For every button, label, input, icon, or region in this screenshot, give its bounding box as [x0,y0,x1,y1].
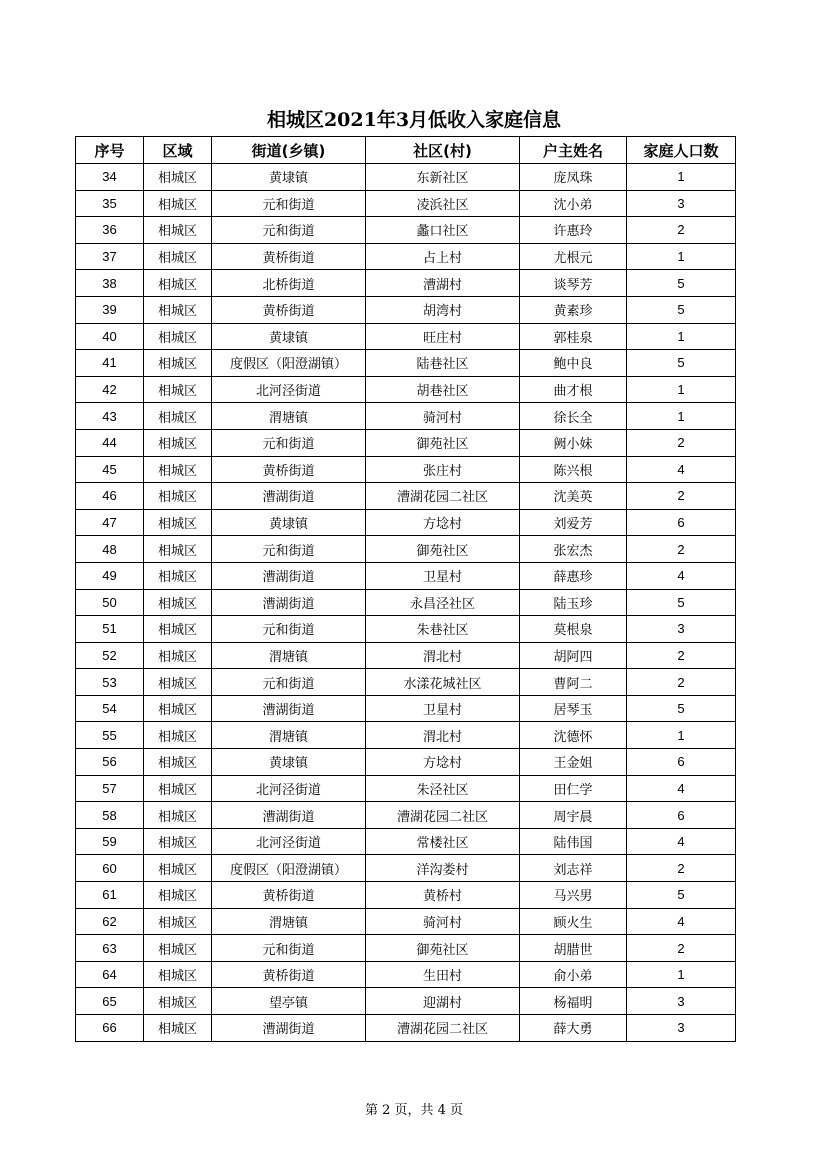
cell-community: 御苑社区 [366,429,520,456]
table-row [76,828,736,855]
table-body [76,164,736,1042]
cell-serial: 43 [76,403,144,430]
table-row [76,270,736,297]
cell-householder: 陈兴根 [520,456,627,483]
cell-family-size: 1 [627,403,736,430]
cell-householder: 沈美英 [520,483,627,510]
cell-serial: 55 [76,722,144,749]
cell-street: 度假区（阳澄湖镇） [212,350,366,377]
cell-family-size: 5 [627,296,736,323]
table-row [76,961,736,988]
cell-serial: 53 [76,669,144,696]
cell-community: 漕湖村 [366,270,520,297]
table-row [76,164,736,191]
table-row [76,749,736,776]
cell-family-size: 1 [627,164,736,191]
table-row [76,429,736,456]
document-title: 相城区2021年3月低收入家庭信息 [266,109,562,131]
cell-community: 常楼社区 [366,828,520,855]
cell-street: 元和街道 [212,935,366,962]
cell-householder: 莫根泉 [520,616,627,643]
table-row [76,988,736,1015]
table-row [76,775,736,802]
cell-community: 占上村 [366,243,520,270]
cell-family-size: 2 [627,217,736,244]
cell-serial: 41 [76,350,144,377]
cell-street: 黄桥街道 [212,882,366,909]
cell-householder: 陆玉珍 [520,589,627,616]
cell-family-size: 2 [627,429,736,456]
cell-serial: 54 [76,695,144,722]
cell-householder: 谈琴芳 [520,270,627,297]
cell-serial: 49 [76,562,144,589]
cell-district: 相城区 [144,456,212,483]
cell-district: 相城区 [144,429,212,456]
cell-householder: 田仁学 [520,775,627,802]
cell-street: 元和街道 [212,190,366,217]
cell-district: 相城区 [144,908,212,935]
cell-street: 黄桥街道 [212,961,366,988]
cell-family-size: 5 [627,270,736,297]
table-row [76,350,736,377]
page-footer: 第 2 页，共 4 页 [364,1103,464,1118]
cell-householder: 薛惠珍 [520,562,627,589]
cell-family-size: 2 [627,669,736,696]
table-row [76,855,736,882]
cell-district: 相城区 [144,190,212,217]
cell-serial: 56 [76,749,144,776]
table-row [76,217,736,244]
cell-street: 元和街道 [212,536,366,563]
cell-street: 望亭镇 [212,988,366,1015]
cell-community: 漕湖花园二社区 [366,483,520,510]
cell-district: 相城区 [144,988,212,1015]
cell-community: 胡巷社区 [366,376,520,403]
cell-family-size: 6 [627,802,736,829]
cell-community: 旺庄村 [366,323,520,350]
table-row [76,403,736,430]
table-row [76,935,736,962]
cell-community: 方埝村 [366,509,520,536]
cell-family-size: 1 [627,376,736,403]
cell-householder: 俞小弟 [520,961,627,988]
cell-street: 黄桥街道 [212,243,366,270]
cell-serial: 42 [76,376,144,403]
table-row [76,536,736,563]
cell-serial: 57 [76,775,144,802]
table-row [76,562,736,589]
cell-district: 相城区 [144,376,212,403]
table-row [76,616,736,643]
cell-street: 元和街道 [212,217,366,244]
table-row [76,483,736,510]
table-row [76,722,736,749]
cell-district: 相城区 [144,589,212,616]
cell-serial: 64 [76,961,144,988]
cell-district: 相城区 [144,855,212,882]
cell-district: 相城区 [144,616,212,643]
column-header-householder: 户主姓名 [520,137,627,164]
cell-district: 相城区 [144,323,212,350]
cell-householder: 王金姐 [520,749,627,776]
cell-householder: 黄素珍 [520,296,627,323]
cell-serial: 61 [76,882,144,909]
cell-district: 相城区 [144,775,212,802]
table-row [76,1015,736,1042]
column-header-serial: 序号 [76,137,144,164]
table-row [76,509,736,536]
cell-street: 渭塘镇 [212,642,366,669]
cell-street: 元和街道 [212,669,366,696]
cell-serial: 47 [76,509,144,536]
table-header-row [76,137,736,164]
cell-community: 骑河村 [366,908,520,935]
cell-street: 黄桥街道 [212,456,366,483]
table-row [76,695,736,722]
cell-street: 黄埭镇 [212,164,366,191]
cell-family-size: 1 [627,243,736,270]
cell-serial: 44 [76,429,144,456]
cell-community: 卫星村 [366,695,520,722]
cell-family-size: 1 [627,722,736,749]
cell-householder: 马兴男 [520,882,627,909]
table-row [76,908,736,935]
cell-district: 相城区 [144,935,212,962]
cell-family-size: 1 [627,323,736,350]
cell-householder: 居琴玉 [520,695,627,722]
cell-street: 漕湖街道 [212,562,366,589]
cell-district: 相城区 [144,536,212,563]
cell-community: 渭北村 [366,722,520,749]
cell-family-size: 3 [627,988,736,1015]
cell-householder: 刘爱芳 [520,509,627,536]
cell-family-size: 2 [627,935,736,962]
cell-family-size: 4 [627,562,736,589]
cell-householder: 顾火生 [520,908,627,935]
cell-family-size: 4 [627,828,736,855]
table-row [76,802,736,829]
cell-serial: 66 [76,1015,144,1042]
cell-serial: 35 [76,190,144,217]
cell-family-size: 6 [627,509,736,536]
table-row [76,323,736,350]
cell-district: 相城区 [144,961,212,988]
cell-serial: 48 [76,536,144,563]
cell-community: 卫星村 [366,562,520,589]
cell-street: 度假区（阳澄湖镇） [212,855,366,882]
cell-family-size: 3 [627,190,736,217]
cell-district: 相城区 [144,217,212,244]
cell-family-size: 4 [627,456,736,483]
cell-householder: 胡阿四 [520,642,627,669]
cell-householder: 尤根元 [520,243,627,270]
cell-serial: 62 [76,908,144,935]
cell-community: 胡湾村 [366,296,520,323]
cell-district: 相城区 [144,828,212,855]
cell-householder: 沈小弟 [520,190,627,217]
cell-serial: 50 [76,589,144,616]
cell-community: 生田村 [366,961,520,988]
cell-district: 相城区 [144,350,212,377]
cell-district: 相城区 [144,669,212,696]
cell-district: 相城区 [144,882,212,909]
cell-family-size: 4 [627,908,736,935]
cell-district: 相城区 [144,695,212,722]
table-row [76,376,736,403]
cell-family-size: 4 [627,775,736,802]
column-header-family-size: 家庭人口数 [627,137,736,164]
cell-street: 漕湖街道 [212,1015,366,1042]
cell-community: 凌浜社区 [366,190,520,217]
table-row [76,642,736,669]
table-row [76,243,736,270]
low-income-household-table [75,136,736,1042]
cell-householder: 薛大勇 [520,1015,627,1042]
cell-family-size: 5 [627,882,736,909]
cell-community: 方埝村 [366,749,520,776]
cell-serial: 58 [76,802,144,829]
cell-district: 相城区 [144,270,212,297]
cell-householder: 阙小妹 [520,429,627,456]
cell-district: 相城区 [144,642,212,669]
cell-community: 朱泾社区 [366,775,520,802]
cell-community: 蠡口社区 [366,217,520,244]
cell-family-size: 5 [627,695,736,722]
cell-district: 相城区 [144,562,212,589]
cell-family-size: 6 [627,749,736,776]
cell-district: 相城区 [144,403,212,430]
cell-serial: 52 [76,642,144,669]
cell-community: 永昌泾社区 [366,589,520,616]
cell-community: 御苑社区 [366,935,520,962]
cell-street: 元和街道 [212,616,366,643]
cell-community: 黄桥村 [366,882,520,909]
cell-serial: 46 [76,483,144,510]
table-row [76,190,736,217]
cell-street: 漕湖街道 [212,695,366,722]
cell-householder: 陆伟国 [520,828,627,855]
cell-street: 黄桥街道 [212,296,366,323]
cell-district: 相城区 [144,164,212,191]
cell-family-size: 3 [627,1015,736,1042]
cell-householder: 曲才根 [520,376,627,403]
cell-householder: 杨福明 [520,988,627,1015]
cell-householder: 刘志祥 [520,855,627,882]
cell-family-size: 2 [627,855,736,882]
cell-householder: 周宇晨 [520,802,627,829]
cell-serial: 59 [76,828,144,855]
cell-community: 洋沟娄村 [366,855,520,882]
cell-householder: 郭桂泉 [520,323,627,350]
cell-street: 漕湖街道 [212,589,366,616]
cell-serial: 51 [76,616,144,643]
cell-family-size: 5 [627,350,736,377]
cell-street: 北河泾街道 [212,775,366,802]
cell-district: 相城区 [144,296,212,323]
cell-community: 朱巷社区 [366,616,520,643]
cell-street: 黄埭镇 [212,323,366,350]
cell-serial: 45 [76,456,144,483]
cell-serial: 60 [76,855,144,882]
cell-community: 渭北村 [366,642,520,669]
cell-community: 张庄村 [366,456,520,483]
column-header-street: 街道(乡镇) [212,137,366,164]
cell-householder: 沈德怀 [520,722,627,749]
cell-district: 相城区 [144,483,212,510]
cell-street: 渭塘镇 [212,908,366,935]
cell-community: 御苑社区 [366,536,520,563]
cell-street: 渭塘镇 [212,403,366,430]
cell-street: 北桥街道 [212,270,366,297]
cell-serial: 63 [76,935,144,962]
cell-householder: 许惠玲 [520,217,627,244]
cell-street: 北河泾街道 [212,376,366,403]
cell-street: 黄埭镇 [212,749,366,776]
cell-householder: 胡腊世 [520,935,627,962]
cell-family-size: 1 [627,961,736,988]
cell-community: 漕湖花园二社区 [366,802,520,829]
table-row [76,456,736,483]
cell-householder: 鲍中良 [520,350,627,377]
cell-street: 黄埭镇 [212,509,366,536]
cell-serial: 37 [76,243,144,270]
column-header-community: 社区(村) [366,137,520,164]
cell-family-size: 2 [627,642,736,669]
cell-serial: 38 [76,270,144,297]
cell-householder: 徐长全 [520,403,627,430]
cell-community: 水漾花城社区 [366,669,520,696]
cell-district: 相城区 [144,749,212,776]
cell-family-size: 2 [627,536,736,563]
cell-district: 相城区 [144,243,212,270]
cell-community: 漕湖花园二社区 [366,1015,520,1042]
cell-district: 相城区 [144,509,212,536]
cell-street: 漕湖街道 [212,802,366,829]
cell-serial: 40 [76,323,144,350]
cell-community: 东新社区 [366,164,520,191]
column-header-district: 区域 [144,137,212,164]
cell-community: 陆巷社区 [366,350,520,377]
cell-district: 相城区 [144,1015,212,1042]
cell-community: 骑河村 [366,403,520,430]
cell-serial: 34 [76,164,144,191]
cell-street: 漕湖街道 [212,483,366,510]
cell-serial: 39 [76,296,144,323]
cell-street: 元和街道 [212,429,366,456]
table-row [76,296,736,323]
cell-serial: 65 [76,988,144,1015]
table-row [76,589,736,616]
cell-street: 渭塘镇 [212,722,366,749]
cell-serial: 36 [76,217,144,244]
cell-family-size: 2 [627,483,736,510]
cell-district: 相城区 [144,802,212,829]
cell-community: 迎湖村 [366,988,520,1015]
cell-family-size: 3 [627,616,736,643]
table-row [76,882,736,909]
table-row [76,669,736,696]
cell-district: 相城区 [144,722,212,749]
cell-street: 北河泾街道 [212,828,366,855]
cell-householder: 曹阿二 [520,669,627,696]
cell-family-size: 5 [627,589,736,616]
cell-householder: 庞凤珠 [520,164,627,191]
cell-householder: 张宏杰 [520,536,627,563]
